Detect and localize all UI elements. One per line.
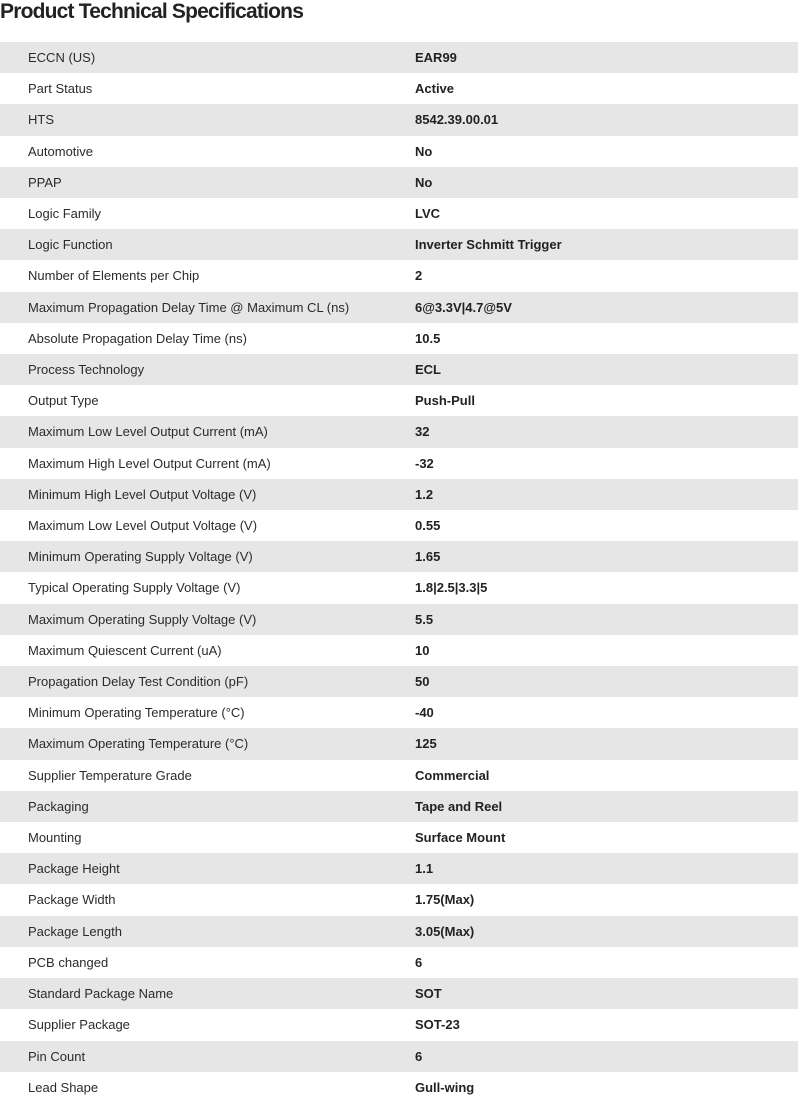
spec-value: No <box>415 174 433 190</box>
spec-value: Active <box>415 81 455 97</box>
spec-row <box>0 104 798 135</box>
spec-value: 1.65 <box>415 549 441 565</box>
spec-label: PPAP <box>28 174 62 190</box>
spec-value: LVC <box>415 206 441 222</box>
spec-row <box>0 635 798 666</box>
spec-row <box>0 666 798 697</box>
spec-value: 32 <box>415 424 430 440</box>
spec-row <box>0 572 798 603</box>
spec-row <box>0 229 798 260</box>
spec-label: Automotive <box>28 143 94 159</box>
spec-label: Pin Count <box>28 1048 86 1064</box>
spec-value: -32 <box>415 455 434 471</box>
spec-row <box>0 323 798 354</box>
spec-value: Gull-wing <box>415 1079 475 1095</box>
spec-value: 2 <box>415 268 423 284</box>
spec-row <box>0 198 798 229</box>
spec-label: Maximum High Level Output Current (mA) <box>28 455 271 471</box>
spec-label: Package Height <box>28 861 120 877</box>
spec-row <box>0 947 798 978</box>
spec-row <box>0 916 798 947</box>
spec-value: 10.5 <box>415 330 441 346</box>
spec-row <box>0 728 798 759</box>
spec-label: Part Status <box>28 81 93 97</box>
spec-value: Inverter Schmitt Trigger <box>415 237 562 253</box>
spec-value: 1.1 <box>415 861 434 877</box>
spec-row <box>0 42 798 73</box>
spec-row <box>0 604 798 635</box>
spec-value: 1.8|2.5|3.3|5 <box>415 580 488 596</box>
spec-value: 1.2 <box>415 486 434 502</box>
spec-label: Absolute Propagation Delay Time (ns) <box>28 330 247 346</box>
spec-value: 6 <box>415 954 423 970</box>
spec-label: Packaging <box>28 798 89 814</box>
spec-label: Supplier Temperature Grade <box>28 767 192 783</box>
spec-value: 1.75(Max) <box>415 892 475 908</box>
spec-value: 6@3.3V|4.7@5V <box>415 299 512 315</box>
page-title: Product Technical Specifications <box>0 0 304 23</box>
spec-label: Maximum Quiescent Current (uA) <box>28 642 222 658</box>
spec-row <box>0 416 798 447</box>
spec-value: 50 <box>415 674 430 690</box>
spec-label: Lead Shape <box>28 1079 99 1095</box>
spec-label: Minimum High Level Output Voltage (V) <box>28 486 257 502</box>
spec-label: ECCN (US) <box>28 50 96 65</box>
spec-row <box>0 822 798 853</box>
spec-label: Maximum Low Level Output Voltage (V) <box>28 518 258 534</box>
spec-label: Typical Operating Supply Voltage (V) <box>28 580 241 596</box>
spec-label: Package Width <box>28 892 116 908</box>
spec-value: EAR99 <box>415 50 457 65</box>
spec-value: SOT <box>415 986 442 1002</box>
spec-value: No <box>415 143 433 159</box>
spec-label: HTS <box>28 112 54 128</box>
spec-label: Maximum Operating Temperature (°C) <box>28 736 249 752</box>
spec-row <box>0 292 798 323</box>
spec-label: Package Length <box>28 923 122 939</box>
spec-value: 0.55 <box>415 518 441 534</box>
spec-row <box>0 136 798 167</box>
spec-table-body <box>0 42 798 1103</box>
spec-value: 8542.39.00.01 <box>415 112 499 128</box>
spec-label: Number of Elements per Chip <box>28 268 200 284</box>
spec-value: 6 <box>415 1048 423 1064</box>
spec-label: Process Technology <box>28 362 145 378</box>
spec-row <box>0 1072 798 1103</box>
spec-value: 10 <box>415 642 430 658</box>
spec-value: ECL <box>415 362 441 378</box>
spec-row <box>0 354 798 385</box>
spec-value: Commercial <box>415 767 490 783</box>
spec-row <box>0 167 798 198</box>
spec-value: SOT-23 <box>415 1017 460 1033</box>
spec-label: Mounting <box>28 830 82 846</box>
spec-row <box>0 791 798 822</box>
spec-table <box>0 42 798 1103</box>
spec-value: Push-Pull <box>415 393 475 409</box>
spec-row <box>0 73 798 104</box>
spec-label: Supplier Package <box>28 1017 130 1033</box>
spec-row <box>0 448 798 479</box>
spec-row <box>0 978 798 1009</box>
spec-label: Minimum Operating Temperature (°C) <box>28 705 245 721</box>
spec-label: Propagation Delay Test Condition (pF) <box>28 674 249 690</box>
spec-row <box>0 541 798 572</box>
spec-value: 125 <box>415 736 437 752</box>
spec-label: PCB changed <box>28 954 109 970</box>
spec-row <box>0 510 798 541</box>
spec-row <box>0 884 798 915</box>
spec-label: Logic Family <box>28 206 101 222</box>
spec-row <box>0 760 798 791</box>
spec-row <box>0 260 798 291</box>
spec-value: 3.05(Max) <box>415 923 475 939</box>
spec-row <box>0 479 798 510</box>
spec-value: -40 <box>415 705 434 721</box>
spec-row <box>0 385 798 416</box>
spec-label: Maximum Low Level Output Current (mA) <box>28 424 268 440</box>
spec-label: Maximum Propagation Delay Time @ Maximum CL (ns) <box>28 299 350 315</box>
spec-row <box>0 1041 798 1072</box>
spec-row <box>0 853 798 884</box>
spec-label: Minimum Operating Supply Voltage (V) <box>28 549 253 565</box>
spec-value: Tape and Reel <box>415 798 503 814</box>
spec-row <box>0 697 798 728</box>
spec-row <box>0 1009 798 1040</box>
spec-label: Logic Function <box>28 237 113 253</box>
spec-label: Standard Package Name <box>28 986 174 1002</box>
spec-label: Output Type <box>28 393 99 409</box>
spec-value: Surface Mount <box>415 830 506 846</box>
spec-label: Maximum Operating Supply Voltage (V) <box>28 611 257 627</box>
spec-value: 5.5 <box>415 611 434 627</box>
